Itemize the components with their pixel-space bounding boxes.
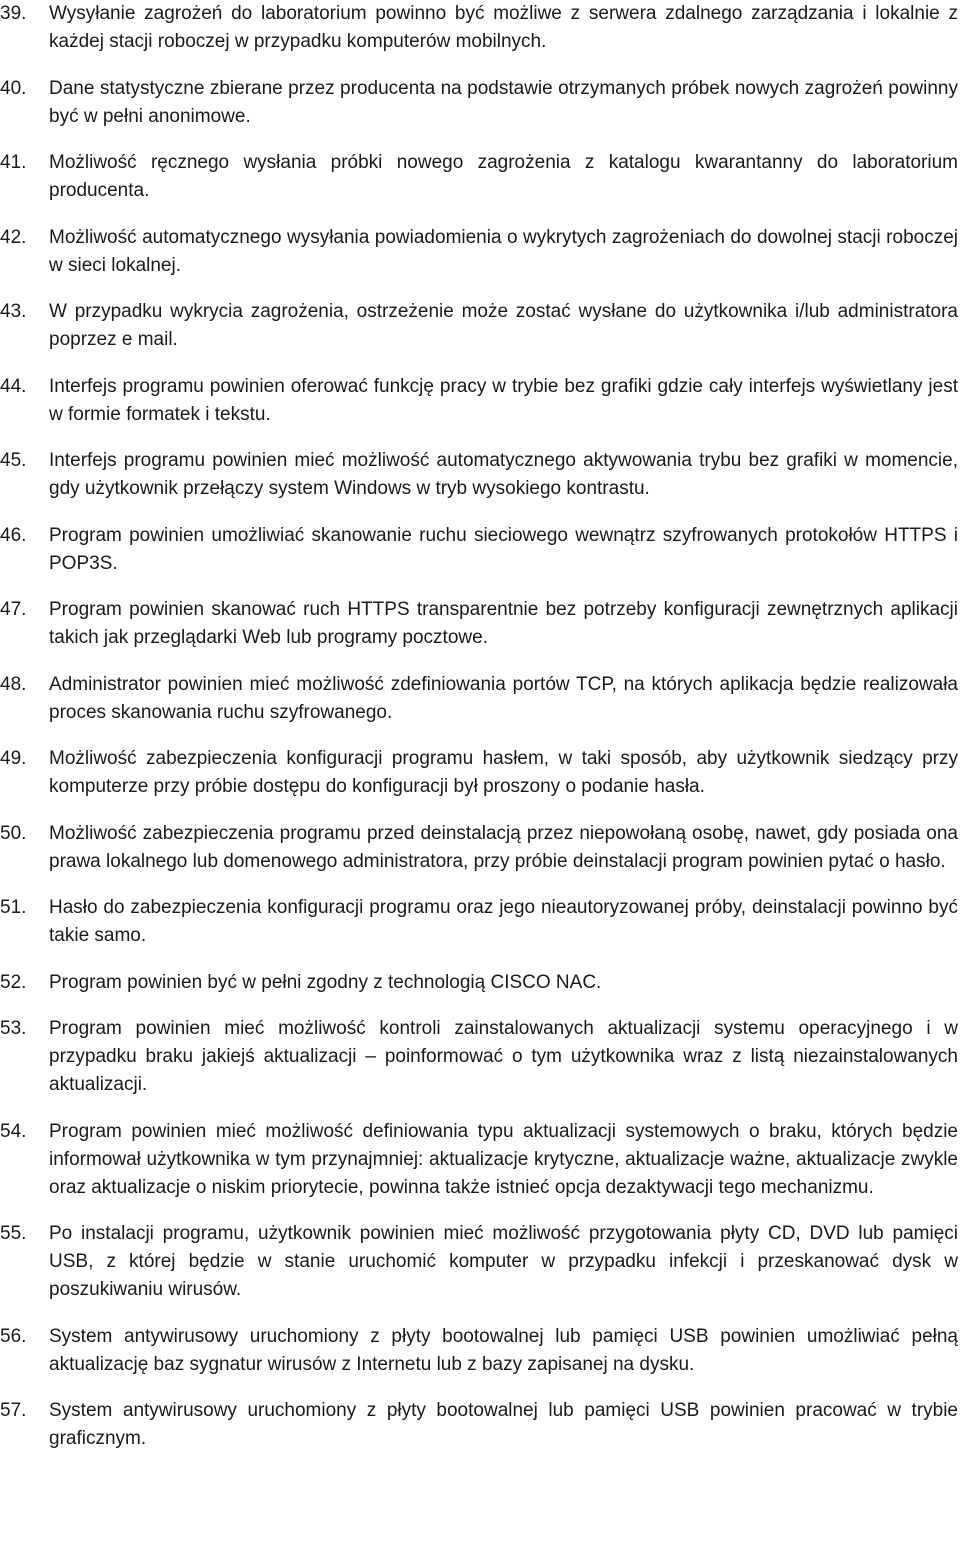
item-text: Dane statystyczne zbierane przez producenta na podstawie otrzymanych próbek nowych zagrożeń powinny być w pełni anonimowe. — [49, 77, 958, 127]
item-number: 48. — [0, 673, 27, 695]
item-text: Program powinien być w pełni zgodny z technologią CISCO NAC. — [49, 971, 602, 993]
list-item — [0, 671, 958, 727]
item-number: 49. — [0, 748, 27, 769]
item-number: 46. — [0, 524, 27, 546]
item-number: 57. — [0, 1400, 27, 1421]
item-number: 53. — [0, 1018, 27, 1039]
item-text: Możliwość automatycznego wysyłania powiadomienia o wykrytych zagrożeniach do dowolnej stacji roboczej w sieci lokalnej. — [49, 226, 958, 276]
list-item — [0, 224, 958, 280]
list-item — [0, 1220, 958, 1304]
list-item — [0, 373, 958, 429]
item-number: 55. — [0, 1223, 27, 1244]
list-item — [0, 820, 958, 876]
item-number: 44. — [0, 375, 27, 397]
item-number: 41. — [0, 152, 27, 173]
list-item — [0, 969, 958, 997]
item-number: 40. — [0, 77, 27, 99]
item-text: Po instalacji programu, użytkownik powinien mieć możliwość przygotowania płyty CD, DVD lub pamięci USB, z której będzie w stanie uruchomić komputer w przypadku infekcji i przeskanować dysk w poszukiwaniu wirusów. — [49, 1223, 958, 1300]
item-number: 47. — [0, 599, 27, 620]
list-item — [0, 894, 958, 950]
list-item — [0, 1015, 958, 1099]
item-number: 52. — [0, 971, 27, 993]
item-text: Hasło do zabezpieczenia konfiguracji programu oraz jego nieautoryzowanej próby, deinstalacji powinno być takie samo. — [49, 897, 958, 946]
list-item — [0, 1118, 958, 1202]
item-text: Wysyłanie zagrożeń do laboratorium powinno być możliwe z serwera zdalnego zarządzania i lokalnie z każdej stacji roboczej w przypadku komputerów mobilnych. — [49, 3, 958, 52]
item-number: 54. — [0, 1120, 27, 1142]
list-item — [0, 1397, 958, 1453]
item-number: 50. — [0, 822, 27, 844]
item-text: Możliwość zabezpieczenia konfiguracji programu hasłem, w taki sposób, aby użytkownik siedzący przy komputerze przy próbie dostępu do konfiguracji był proszony o podanie hasła. — [49, 748, 958, 797]
item-text: Administrator powinien mieć możliwość zdefiniowania portów TCP, na których aplikacja będzie realizowała proces skanowania ruchu szyfrowanego. — [49, 673, 958, 723]
item-text: Program powinien skanować ruch HTTPS transparentnie bez potrzeby konfiguracji zewnętrznych aplikacji takich jak przeglądarki Web lub programy pocztowe. — [49, 599, 958, 648]
item-number: 42. — [0, 226, 27, 248]
item-number: 45. — [0, 450, 27, 471]
item-text: Program powinien umożliwiać skanowanie ruchu sieciowego wewnątrz szyfrowanych protokołów HTTPS i POP3S. — [49, 524, 958, 574]
item-number: 56. — [0, 1325, 27, 1347]
item-text: Program powinien mieć możliwość kontroli zainstalowanych aktualizacji systemu operacyjnego i w przypadku braku jakiejś aktualizacji – poinformować o tym użytkownika wraz z listą niezainstalowanych aktualizacji. — [49, 1018, 958, 1095]
item-text: W przypadku wykrycia zagrożenia, ostrzeżenie może zostać wysłane do użytkownika i/lub administratora poprzez e mail. — [49, 301, 958, 350]
list-item — [0, 596, 958, 652]
item-text: Możliwość zabezpieczenia programu przed deinstalacją przez niepowołaną osobę, nawet, gdy posiada ona prawa lokalnego lub domenowego administratora, przy próbie deinstalacji program powinien pytać o hasło. — [49, 822, 958, 872]
list-item — [0, 447, 958, 503]
list-item — [0, 522, 958, 578]
item-number: 51. — [0, 897, 27, 918]
list-item — [0, 75, 958, 131]
list-item — [0, 298, 958, 354]
item-text: System antywirusowy uruchomiony z płyty bootowalnej lub pamięci USB powinien umożliwiać pełną aktualizację baz sygnatur wirusów z Internetu lub z bazy zapisanej na dysku. — [49, 1325, 958, 1375]
item-text: Program powinien mieć możliwość definiowania typu aktualizacji systemowych o braku, których będzie informował użytkownika w tym przynajmniej: aktualizacje krytyczne, aktualizacje ważne, aktualizacje zwykle oraz aktualizacje o niskim priorytecie, powinna także istnieć opcja dezaktywacji tego mechanizmu. — [49, 1120, 958, 1198]
list-item — [0, 1323, 958, 1379]
item-number: 43. — [0, 301, 27, 322]
list-item — [0, 745, 958, 801]
item-text: Interfejs programu powinien oferować funkcję pracy w trybie bez grafiki gdzie cały interfejs wyświetlany jest w formie formatek i tekstu. — [49, 375, 958, 425]
item-text: Interfejs programu powinien mieć możliwość automatycznego aktywowania trybu bez grafiki w momencie, gdy użytkownik przełączy system Windows w tryb wysokiego kontrastu. — [49, 450, 958, 499]
item-text: Możliwość ręcznego wysłania próbki nowego zagrożenia z katalogu kwarantanny do laboratorium producenta. — [49, 152, 958, 201]
list-item — [0, 149, 958, 205]
list-item — [0, 0, 958, 56]
item-number: 39. — [0, 3, 27, 24]
item-text: System antywirusowy uruchomiony z płyty bootowalnej lub pamięci USB powinien pracować w trybie graficznym. — [49, 1400, 958, 1449]
